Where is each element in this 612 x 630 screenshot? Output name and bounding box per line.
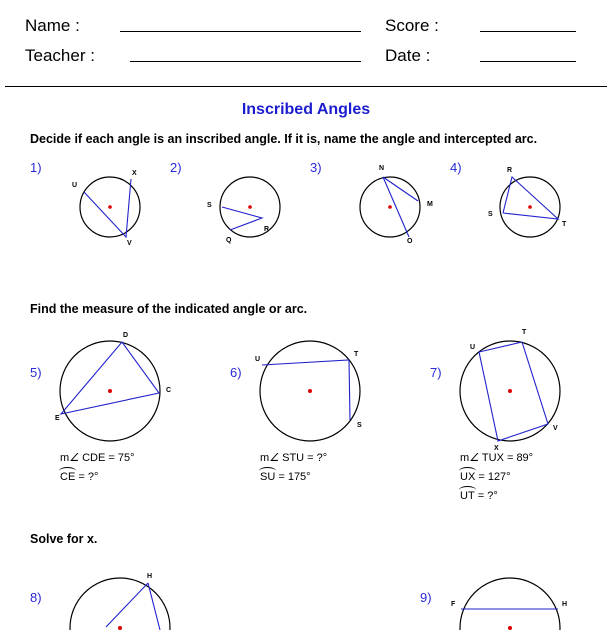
solve-instructions: Solve for x.	[30, 532, 98, 546]
teacher-label: Teacher :	[25, 46, 95, 65]
chord-lines	[61, 342, 159, 414]
center-point	[248, 205, 252, 209]
point-label: N	[379, 165, 385, 172]
point-label: U	[255, 356, 261, 363]
point-label: V	[127, 240, 132, 247]
problem-number: 4)	[450, 160, 462, 175]
given-arc: UT = ?°	[460, 490, 498, 502]
center-point	[508, 389, 512, 393]
point-label: T	[522, 329, 527, 336]
center-point	[118, 626, 122, 630]
worksheet-title: Inscribed Angles	[241, 101, 371, 118]
point-label: T	[562, 221, 567, 228]
point-label: S	[488, 211, 493, 218]
center-point	[508, 626, 512, 630]
center-point	[388, 205, 392, 209]
identify-instructions: Decide if each angle is an inscribed angle. If it is, name the angle and intercepted arc.	[30, 132, 538, 146]
center-point	[108, 389, 112, 393]
name-label: Name :	[25, 16, 80, 35]
given-angle: m∠ STU = ?°	[260, 452, 328, 464]
problem-number: 8)	[30, 590, 42, 605]
point-label: M	[427, 201, 433, 208]
point-label: X	[132, 170, 137, 177]
point-label: V	[553, 425, 558, 432]
point-label: X	[494, 445, 499, 452]
point-label: E	[55, 415, 60, 422]
problem-number: 7)	[430, 365, 442, 380]
point-label: S	[207, 202, 212, 209]
center-point	[308, 389, 312, 393]
circle-diagram	[70, 578, 170, 630]
problem-number: 2)	[170, 160, 182, 175]
chord-lines	[479, 342, 548, 441]
problem-number: 5)	[30, 365, 42, 380]
point-label: Q	[226, 237, 232, 244]
problem-number: 1)	[30, 160, 42, 175]
point-label: T	[354, 351, 359, 358]
point-label: H	[562, 601, 568, 608]
circle-diagram	[460, 578, 560, 630]
problem-number: 3)	[310, 160, 322, 175]
given-arc: CE = ?°	[60, 471, 99, 483]
given-angle: m∠ CDE = 75°	[60, 452, 135, 464]
point-label: S	[357, 422, 362, 429]
score-label: Score :	[385, 16, 439, 35]
center-point	[528, 205, 532, 209]
problem-number: 9)	[420, 590, 432, 605]
date-label: Date :	[385, 46, 431, 65]
point-label: U	[470, 344, 476, 351]
center-point	[108, 205, 112, 209]
point-label: U	[72, 182, 78, 189]
point-label: R	[264, 226, 270, 233]
point-label: R	[507, 167, 513, 174]
point-label: F	[451, 601, 456, 608]
point-label: D	[123, 332, 129, 339]
given-arc: UX = 127°	[460, 471, 511, 483]
point-label: O	[407, 238, 413, 245]
given-arc: SU = 175°	[260, 471, 311, 483]
chord-lines	[148, 583, 160, 630]
chord-lines	[106, 583, 148, 627]
chord-lines	[84, 179, 131, 237]
given-angle: m∠ TUX = 89°	[460, 452, 534, 464]
point-label: C	[166, 387, 172, 394]
problem-number: 6)	[230, 365, 242, 380]
point-label: H	[147, 573, 153, 580]
measure-instructions: Find the measure of the indicated angle or arc.	[30, 302, 308, 316]
chord-lines	[262, 360, 350, 420]
